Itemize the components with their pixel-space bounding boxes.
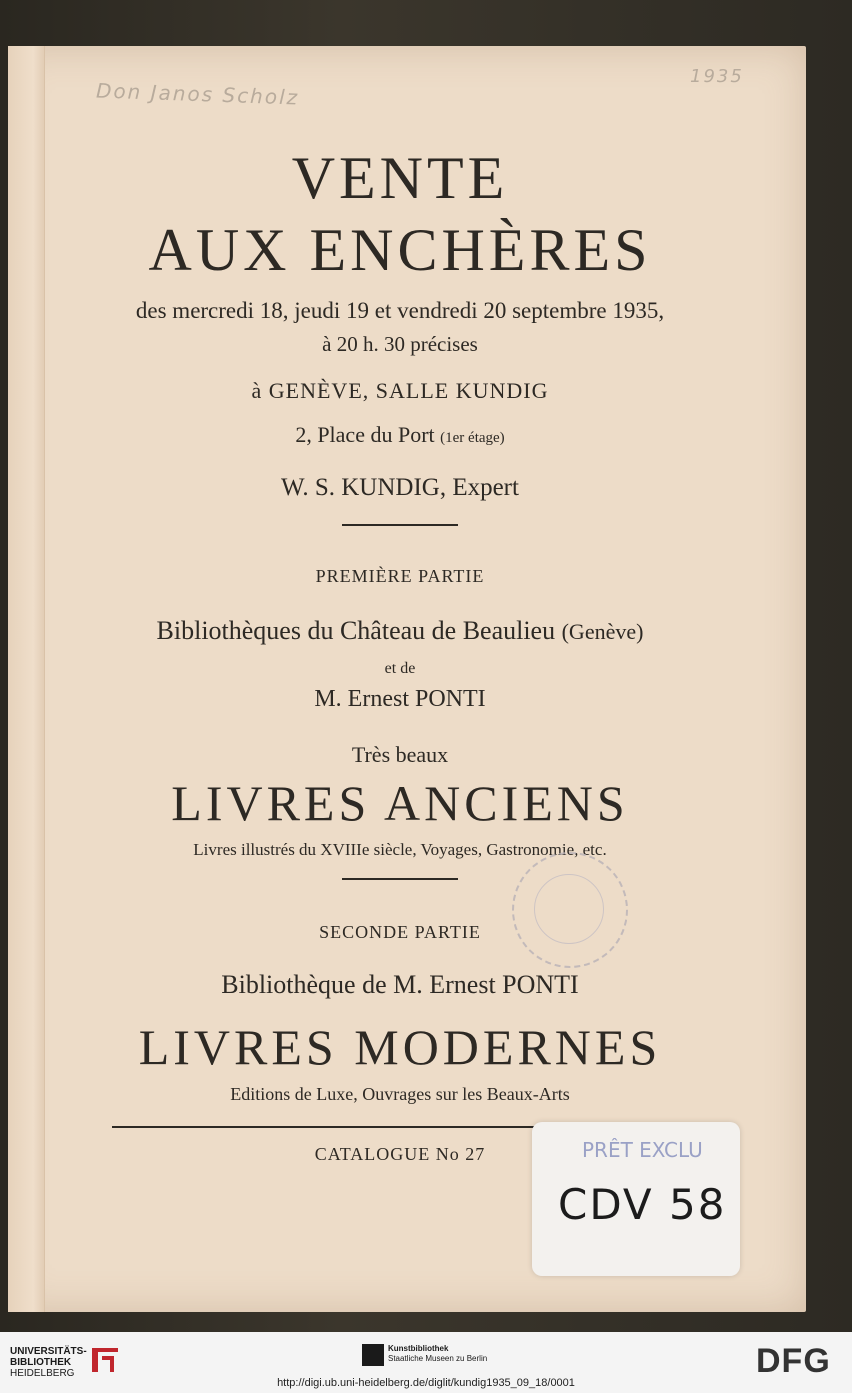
- title-aux-encheres: AUX ENCHÈRES: [148, 217, 652, 283]
- library-call-number-label: [532, 1122, 740, 1276]
- part1-owner: M. Ernest PONTI: [314, 686, 486, 712]
- uni-logo-line: HEIDELBERG: [10, 1368, 75, 1379]
- dfg-logo[interactable]: DFG: [756, 1342, 831, 1380]
- part1-subtitle: Livres illustrés du XVIIIe siècle, Voyages, Gastronomie, etc.: [193, 840, 607, 859]
- sale-address: [40, 422, 760, 448]
- heidelberg-library-logo[interactable]: [10, 1346, 87, 1379]
- uni-logo-line: BIBLIOTHEK: [10, 1357, 72, 1368]
- divider-rule: [342, 878, 458, 880]
- part1-library: [40, 616, 760, 646]
- call-number: CDV 58: [558, 1180, 727, 1229]
- uni-logo-line: UNIVERSITÄTS-: [10, 1346, 87, 1357]
- sale-dates: des mercredi 18, jeudi 19 et vendredi 20 septembre 1935,: [135, 298, 665, 323]
- part2-library: Bibliothèque de M. Ernest PONTI: [221, 970, 579, 999]
- part1-tres-beaux: Très beaux: [351, 742, 449, 767]
- heidelberg-logo-icon: [88, 1342, 122, 1376]
- kb-logo-line: Kunstbibliothek: [388, 1344, 449, 1353]
- library-ink-stamp: [512, 852, 628, 968]
- permalink-url[interactable]: http://digi.ub.uni-heidelberg.de/diglit/kundig1935_09_18/0001: [277, 1377, 575, 1389]
- address-floor: (1er étage): [440, 430, 505, 446]
- digitization-footer: [0, 1332, 852, 1393]
- part1-library-location: (Genève): [561, 619, 644, 644]
- part1-big-title: LIVRES ANCIENS: [171, 775, 629, 831]
- part2-subtitle: Editions de Luxe, Ouvrages sur les Beaux-Arts: [230, 1084, 570, 1104]
- catalogue-number: CATALOGUE No 27: [314, 1144, 486, 1164]
- part1-heading: PREMIÈRE PARTIE: [315, 566, 485, 586]
- sale-venue: à GENÈVE, SALLE KUNDIG: [251, 378, 549, 403]
- kb-logo-line: Staatliche Museen zu Berlin: [388, 1354, 488, 1363]
- part2-heading: SECONDE PARTIE: [319, 922, 481, 942]
- kunstbibliothek-logo-icon: [362, 1344, 384, 1366]
- expert-line: W. S. KUNDIG, Expert: [281, 474, 519, 501]
- sale-time: à 20 h. 30 précises: [322, 332, 478, 356]
- kunstbibliothek-logo[interactable]: [388, 1344, 487, 1364]
- handwritten-year: 1935: [690, 66, 744, 87]
- handwritten-owner-note: Don Janos Scholz: [95, 78, 300, 110]
- part1-et-de: et de: [384, 660, 416, 677]
- loan-restriction-stamp: PRÊT EXCLU: [582, 1138, 703, 1162]
- part1-library-main: Bibliothèques du Château de Beaulieu: [156, 616, 556, 645]
- address-main: 2, Place du Port: [295, 422, 435, 447]
- title-vente: VENTE: [291, 145, 509, 211]
- part2-big-title: LIVRES MODERNES: [138, 1019, 662, 1075]
- divider-rule: [342, 524, 458, 526]
